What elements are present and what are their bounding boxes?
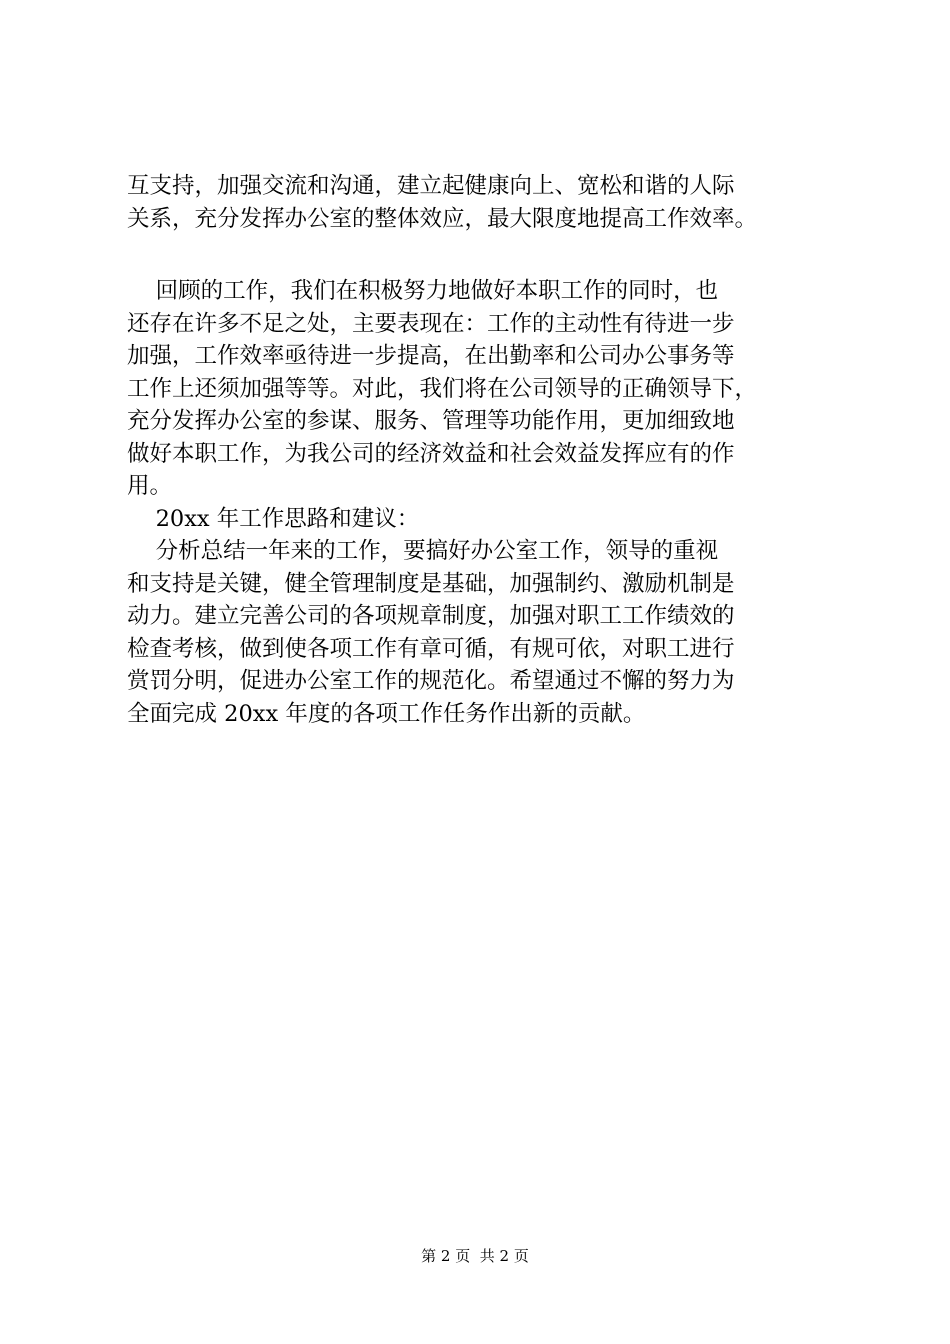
text-line: 检查考核，做到使各项工作有章可循，有规可依，对职工进行 (127, 635, 735, 662)
section-heading: 20xx 年工作思路和建议： (127, 505, 420, 532)
text-line: 分析总结一年来的工作，要搞好办公室工作，领导的重视 (127, 538, 719, 564)
text-line: 还存在许多不足之处，主要表现在：工作的主动性有待进一步 (127, 310, 735, 337)
text-line: 回顾的工作，我们在积极努力地做好本职工作的同时，也 (127, 278, 719, 304)
text-line: 关系，充分发挥办公室的整体效应，最大限度地提高工作效率。 (127, 205, 758, 232)
text-line: 和支持是关键，健全管理制度是基础，加强制约、激励机制是 (127, 570, 735, 597)
text-line: 用。 (127, 473, 173, 499)
text-line: 做好本职工作，为我公司的经济效益和社会效益发挥应有的作 (127, 440, 735, 467)
text-line: 工作上还须加强等等。对此，我们将在公司领导的正确领导下， (127, 375, 758, 402)
text-line: 互支持，加强交流和沟通，建立起健康向上、宽松和谐的人际 (127, 173, 735, 199)
paragraph-review (127, 275, 847, 503)
document-body (127, 170, 847, 730)
text-line: 赏罚分明，促进办公室工作的规范化。希望通过不懈的努力为 (127, 668, 735, 694)
text-line: 充分发挥办公室的参谋、服务、管理等功能作用，更加细致地 (127, 408, 735, 434)
text-line: 全面完成 20xx 年度的各项工作任务作出新的贡献。 (127, 700, 646, 727)
paragraph-continued (127, 170, 847, 235)
text-line: 加强，工作效率亟待进一步提高，在出勤率和公司办公事务等 (127, 343, 735, 369)
paragraph-spacer (127, 235, 847, 275)
page-number-footer: 第 2 页 共 2 页 (421, 1247, 529, 1265)
paragraph-plan (127, 535, 847, 730)
text-line: 动力。建立完善公司的各项规章制度，加强对职工工作绩效的 (127, 603, 735, 629)
